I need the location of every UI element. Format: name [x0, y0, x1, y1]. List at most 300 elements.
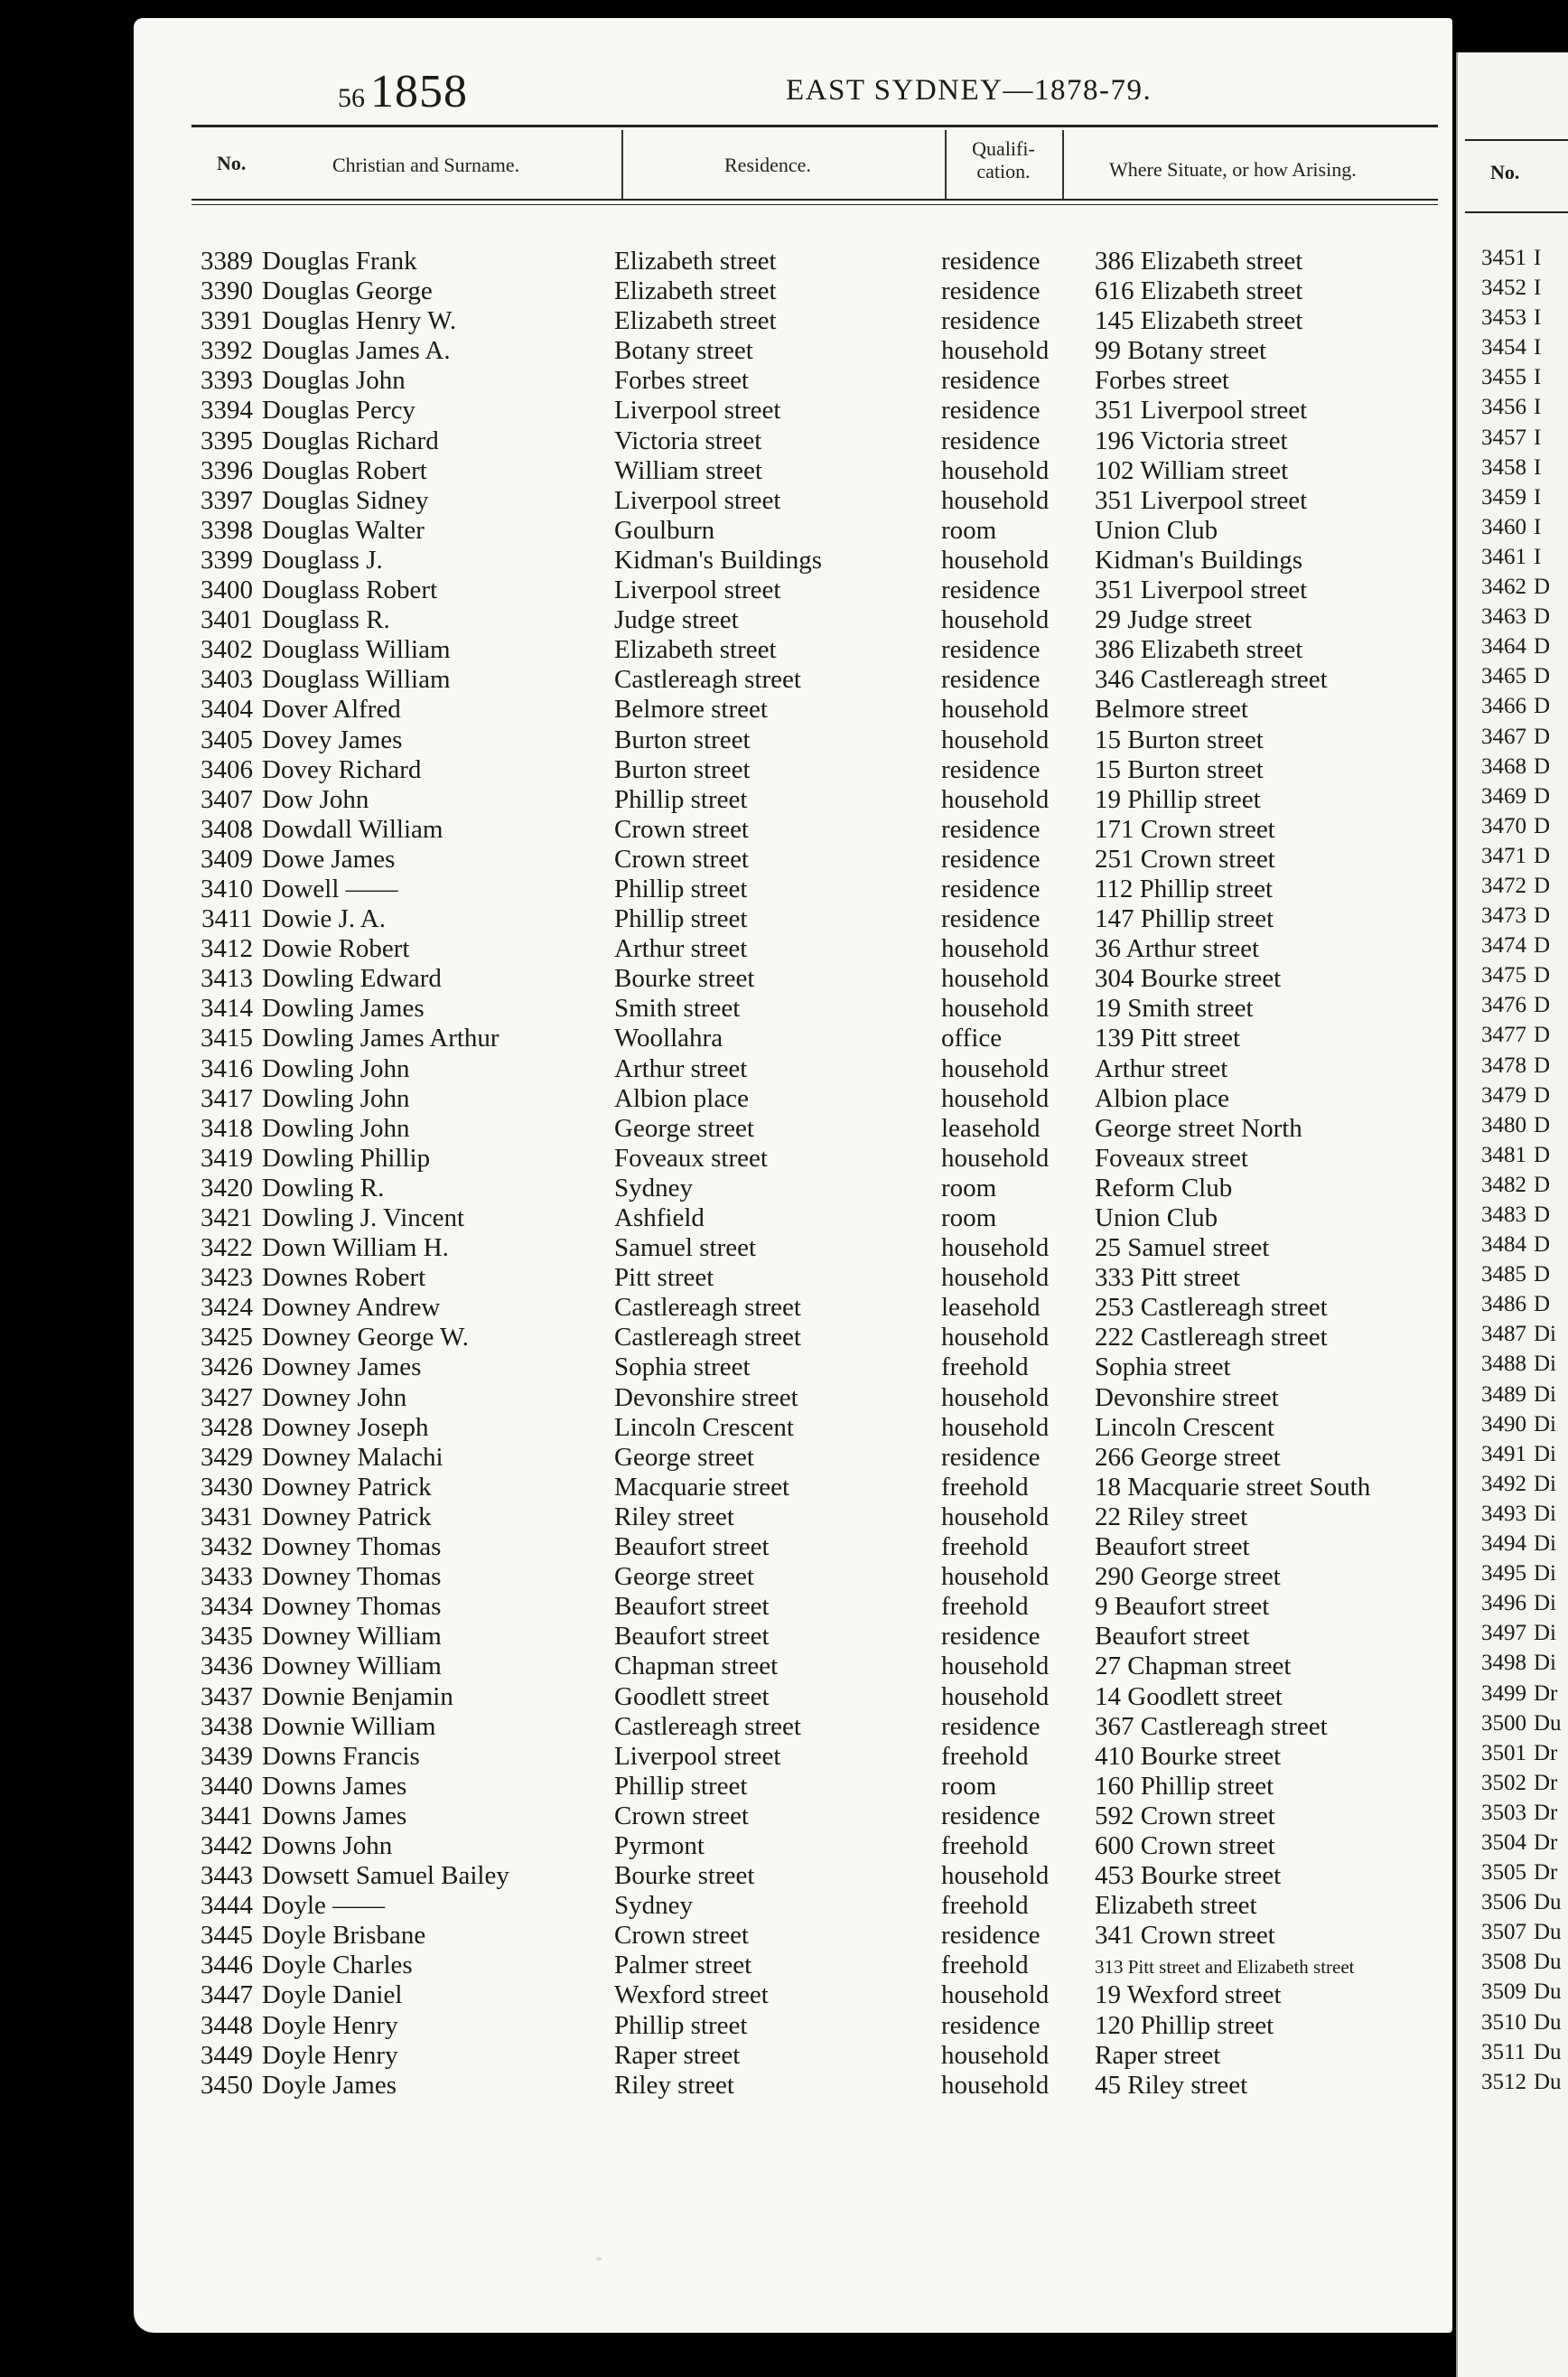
- table-row: [134, 994, 1452, 1024]
- entry-name: Downey William: [262, 1622, 442, 1652]
- next-entry-number: 3498: [1481, 1651, 1526, 1676]
- table-row: [134, 695, 1452, 725]
- entry-number: 3421: [201, 1203, 253, 1232]
- entry-qualification: residence: [941, 366, 1041, 396]
- entry-number: 3450: [201, 2070, 253, 2100]
- entry-number: 3402: [201, 635, 253, 665]
- next-entry-fragment: D: [1534, 1053, 1551, 1078]
- entry-residence: William street: [614, 455, 762, 485]
- entry-name: Downey Patrick: [262, 1472, 432, 1502]
- next-entry-fragment: D: [1534, 1142, 1551, 1167]
- entry-number: 3408: [201, 814, 253, 844]
- entry-number: 3420: [201, 1173, 253, 1203]
- entry-number: 3413: [201, 964, 253, 994]
- next-entry-number: 3494: [1481, 1531, 1526, 1557]
- table-row: [134, 366, 1452, 396]
- page-year: 1858: [370, 66, 468, 117]
- entry-number: 3444: [201, 1891, 253, 1921]
- table-row: [134, 1443, 1452, 1473]
- entry-where: 45 Riley street: [1095, 2070, 1248, 2100]
- table-row: [134, 336, 1452, 366]
- next-entry-fragment: D: [1534, 843, 1551, 868]
- entry-number: 3393: [201, 366, 253, 396]
- next-entry-fragment: Du: [1534, 1979, 1562, 2005]
- entry-name: Downs Francis: [262, 1741, 420, 1771]
- table-row: [134, 1980, 1452, 2010]
- next-entry-number: 3497: [1481, 1621, 1526, 1646]
- next-entry-fragment: Dr: [1534, 1800, 1558, 1825]
- entry-name: Down William H.: [262, 1233, 449, 1263]
- entry-qualification: household: [941, 2070, 1050, 2100]
- entry-where: 139 Pitt street: [1095, 1024, 1241, 1053]
- entry-number: 3403: [201, 665, 253, 695]
- table-row: [134, 785, 1452, 815]
- entry-number: 3411: [201, 904, 253, 934]
- next-entry-fragment: Dr: [1534, 1740, 1558, 1765]
- entry-name: Downey Joseph: [262, 1412, 429, 1442]
- table-row: [134, 1532, 1452, 1562]
- next-entry-number: 3475: [1481, 963, 1526, 988]
- entry-qualification: household: [941, 994, 1050, 1024]
- entry-where: Lincoln Crescent: [1095, 1412, 1274, 1442]
- entry-number: 3424: [201, 1293, 253, 1323]
- entry-number: 3430: [201, 1472, 253, 1502]
- next-entry-number: 3492: [1481, 1471, 1526, 1496]
- entry-where: Beaufort street: [1095, 1532, 1250, 1562]
- table-row: [134, 576, 1452, 605]
- entry-number: 3397: [201, 485, 253, 515]
- table-row: [134, 1114, 1452, 1144]
- entry-where: 120 Phillip street: [1095, 2010, 1274, 2040]
- entry-qualification: household: [941, 1562, 1050, 1592]
- next-entry-fragment: D: [1534, 724, 1551, 749]
- next-entry-number: 3481: [1481, 1142, 1526, 1167]
- entry-qualification: household: [941, 1323, 1050, 1352]
- entry-where: Elizabeth street: [1095, 1891, 1257, 1921]
- table-row: [134, 1921, 1452, 1951]
- entry-qualification: residence: [941, 2010, 1041, 2040]
- table-row: [134, 1024, 1452, 1053]
- entry-residence: Victoria street: [614, 426, 762, 455]
- table-row: [134, 426, 1452, 456]
- entry-residence: Lincoln Crescent: [614, 1412, 794, 1442]
- entry-where: George street North: [1095, 1113, 1302, 1143]
- next-entry-fragment: D: [1534, 575, 1551, 600]
- entry-residence: Elizabeth street: [614, 635, 777, 665]
- next-entry-fragment: D: [1534, 873, 1551, 898]
- entry-qualification: residence: [941, 396, 1041, 426]
- entry-number: 3426: [201, 1352, 253, 1382]
- entry-residence: Phillip street: [614, 1771, 748, 1801]
- next-entry-fragment: D: [1534, 753, 1551, 779]
- entry-qualification: office: [941, 1024, 1003, 1053]
- entry-where: 15 Burton street: [1095, 725, 1264, 754]
- next-entry-fragment: Di: [1534, 1501, 1556, 1526]
- entry-where: 616 Elizabeth street: [1095, 276, 1303, 306]
- entry-where: Raper street: [1095, 2040, 1221, 2070]
- entry-qualification: household: [941, 1861, 1050, 1891]
- entry-where: Reform Club: [1095, 1173, 1233, 1203]
- entry-residence: Goodlett street: [614, 1681, 770, 1711]
- entry-number: 3434: [201, 1592, 253, 1622]
- entry-residence: Crown street: [614, 1921, 749, 1951]
- table-row: [134, 1084, 1452, 1114]
- entry-name: Downey Malachi: [262, 1442, 443, 1472]
- next-entry-fragment: I: [1534, 425, 1542, 450]
- next-entry-fragment: D: [1534, 1262, 1551, 1287]
- entry-residence: Forbes street: [614, 366, 749, 396]
- entry-name: Downey Thomas: [262, 1562, 442, 1592]
- entry-name: Dowling James: [262, 994, 425, 1024]
- entry-number: 3418: [201, 1113, 253, 1143]
- entry-where: Union Club: [1095, 515, 1218, 545]
- entry-name: Douglass William: [262, 635, 451, 665]
- entry-number: 3416: [201, 1053, 253, 1083]
- table-row: [134, 1323, 1452, 1352]
- entry-number: 3389: [201, 247, 253, 276]
- entry-qualification: freehold: [941, 1352, 1029, 1382]
- entry-name: Downs James: [262, 1771, 407, 1801]
- entry-name: Dowling James Arthur: [262, 1024, 499, 1053]
- entry-residence: Chapman street: [614, 1652, 779, 1681]
- next-entry-fragment: Di: [1534, 1322, 1556, 1347]
- entry-qualification: residence: [941, 426, 1041, 455]
- table-row: [134, 1473, 1452, 1502]
- entry-name: Downs John: [262, 1830, 393, 1860]
- entry-number: 3427: [201, 1382, 253, 1412]
- next-entry-fragment: Du: [1534, 2069, 1562, 2094]
- next-entry-fragment: I: [1534, 276, 1542, 301]
- entry-number: 3441: [201, 1801, 253, 1830]
- next-entry-fragment: D: [1534, 1292, 1551, 1317]
- entry-name: Doyle ——: [262, 1891, 386, 1921]
- entry-name: Dowling J. Vincent: [262, 1203, 465, 1232]
- entry-number: 3409: [201, 844, 253, 874]
- entry-where: 19 Wexford street: [1095, 1980, 1282, 2010]
- next-entry-number: 3482: [1481, 1172, 1526, 1197]
- entry-where: Kidman's Buildings: [1095, 545, 1302, 575]
- entry-residence: Crown street: [614, 1801, 749, 1830]
- entry-qualification: household: [941, 485, 1050, 515]
- page-folio: [338, 65, 468, 118]
- entry-name: Dowdall William: [262, 814, 443, 844]
- header-top-rule: [191, 125, 1438, 127]
- entry-qualification: household: [941, 1053, 1050, 1083]
- entry-number: 3448: [201, 2010, 253, 2040]
- entry-qualification: residence: [941, 754, 1041, 784]
- entry-where: 600 Crown street: [1095, 1830, 1275, 1860]
- entry-residence: Phillip street: [614, 904, 748, 934]
- table-row: [134, 546, 1452, 576]
- next-entry-fragment: Di: [1534, 1621, 1556, 1646]
- next-entry-fragment: I: [1534, 395, 1542, 420]
- table-row: [134, 2071, 1452, 2101]
- next-entry-fragment: Di: [1534, 1471, 1556, 1496]
- entry-name: Downey George W.: [262, 1323, 470, 1352]
- entry-qualification: household: [941, 695, 1050, 725]
- entry-residence: Raper street: [614, 2040, 741, 2070]
- table-row: [134, 934, 1452, 964]
- table-row: [134, 1502, 1452, 1532]
- entry-residence: Burton street: [614, 725, 751, 754]
- entry-residence: Phillip street: [614, 784, 748, 814]
- entry-number: 3431: [201, 1502, 253, 1531]
- entry-number: 3406: [201, 754, 253, 784]
- entry-number: 3440: [201, 1771, 253, 1801]
- entry-where: 145 Elizabeth street: [1095, 306, 1303, 336]
- entry-residence: Castlereagh street: [614, 1323, 801, 1352]
- next-entry-fragment: Du: [1534, 1950, 1562, 1975]
- entry-number: 3394: [201, 396, 253, 426]
- table-row: [134, 1772, 1452, 1801]
- entry-residence: Beaufort street: [614, 1532, 770, 1562]
- page-number: 56: [338, 83, 365, 113]
- entry-qualification: household: [941, 605, 1050, 635]
- next-entry-fragment: Di: [1534, 1531, 1556, 1557]
- entry-number: 3390: [201, 276, 253, 306]
- entry-qualification: residence: [941, 1622, 1041, 1652]
- entry-qualification: residence: [941, 665, 1041, 695]
- entry-name: Douglas Sidney: [262, 485, 429, 515]
- next-entry-number: 3451: [1481, 246, 1526, 270]
- entry-where: 367 Castlereagh street: [1095, 1711, 1328, 1741]
- entry-qualification: residence: [941, 814, 1041, 844]
- column-header-name: Christian and Surname.: [332, 154, 520, 176]
- next-entry-number: 3510: [1481, 2009, 1526, 2035]
- entry-name: Douglas Robert: [262, 455, 427, 485]
- entry-qualification: freehold: [941, 1741, 1029, 1771]
- entry-number: 3439: [201, 1741, 253, 1771]
- entry-name: Downey Thomas: [262, 1592, 442, 1622]
- entry-residence: George street: [614, 1113, 754, 1143]
- table-row: [134, 964, 1452, 994]
- entry-where: Devonshire street: [1095, 1382, 1279, 1412]
- next-entry-number: 3468: [1481, 753, 1526, 779]
- entry-number: 3417: [201, 1083, 253, 1113]
- next-entry-number: 3458: [1481, 454, 1526, 480]
- column-header-residence: Residence.: [724, 154, 811, 176]
- entry-number: 3446: [201, 1951, 253, 1980]
- entry-number: 3400: [201, 576, 253, 605]
- entry-where: 290 George street: [1095, 1562, 1281, 1592]
- entry-qualification: household: [941, 1412, 1050, 1442]
- entry-name: Downs James: [262, 1801, 407, 1830]
- entry-residence: Sophia street: [614, 1352, 751, 1382]
- table-row: [134, 1712, 1452, 1742]
- entry-residence: Liverpool street: [614, 485, 781, 515]
- entry-name: Dowling Edward: [262, 964, 442, 994]
- next-entry-fragment: Du: [1534, 1890, 1562, 1915]
- table-row: [134, 1951, 1452, 1980]
- entry-residence: Phillip street: [614, 2010, 748, 2040]
- entry-number: 3391: [201, 306, 253, 336]
- entry-residence: Judge street: [614, 605, 739, 635]
- entry-name: Doyle Daniel: [262, 1980, 403, 2010]
- next-entry-fragment: D: [1534, 783, 1551, 809]
- paper-speck: [596, 2257, 602, 2260]
- entry-number: 3442: [201, 1830, 253, 1860]
- next-entry-number: 3505: [1481, 1860, 1526, 1886]
- table-row: [134, 1174, 1452, 1203]
- entry-where: Forbes street: [1095, 366, 1229, 396]
- entry-residence: Arthur street: [614, 1053, 748, 1083]
- next-entry-fragment: I: [1534, 544, 1542, 569]
- entry-qualification: residence: [941, 576, 1041, 605]
- table-row: [134, 486, 1452, 516]
- entry-residence: Wexford street: [614, 1980, 769, 2010]
- entry-qualification: freehold: [941, 1951, 1029, 1980]
- entry-where: Sophia street: [1095, 1352, 1231, 1382]
- next-entry-fragment: D: [1534, 694, 1551, 719]
- next-entry-number: 3471: [1481, 843, 1526, 868]
- entry-where: 351 Liverpool street: [1095, 576, 1308, 605]
- entry-qualification: freehold: [941, 1472, 1029, 1502]
- next-entry-fragment: Di: [1534, 1561, 1556, 1586]
- entry-residence: Belmore street: [614, 695, 768, 725]
- next-entry-fragment: I: [1534, 305, 1542, 331]
- entry-qualification: freehold: [941, 1532, 1029, 1562]
- next-entry-number: 3501: [1481, 1740, 1526, 1765]
- entry-qualification: household: [941, 725, 1050, 754]
- entry-residence: Elizabeth street: [614, 276, 777, 306]
- next-entry-number: 3490: [1481, 1411, 1526, 1436]
- next-header-bottom-rule: [1465, 211, 1568, 213]
- table-row: [134, 2011, 1452, 2041]
- entry-number: 3399: [201, 545, 253, 575]
- entry-qualification: residence: [941, 635, 1041, 665]
- entry-where: 29 Judge street: [1095, 605, 1252, 635]
- entry-residence: Crown street: [614, 844, 749, 874]
- entry-name: Douglas Richard: [262, 426, 439, 455]
- entry-where: Albion place: [1095, 1083, 1229, 1113]
- entry-name: Doyle Brisbane: [262, 1921, 426, 1951]
- entry-qualification: residence: [941, 1442, 1041, 1472]
- next-entry-fragment: D: [1534, 1112, 1551, 1137]
- entry-name: Douglass R.: [262, 605, 390, 635]
- table-row: [134, 1861, 1452, 1891]
- next-entry-number: 3477: [1481, 1023, 1526, 1048]
- table-row: [134, 1413, 1452, 1443]
- entry-where: 410 Bourke street: [1095, 1741, 1282, 1771]
- entry-number: 3396: [201, 455, 253, 485]
- entry-residence: Woollahra: [614, 1024, 723, 1053]
- next-entry-number: 3480: [1481, 1112, 1526, 1137]
- entry-qualification: room: [941, 515, 997, 545]
- entry-where: Foveaux street: [1095, 1143, 1248, 1173]
- entry-name: Dowie Robert: [262, 934, 410, 964]
- entry-name: Dovey Richard: [262, 754, 422, 784]
- entry-residence: Samuel street: [614, 1233, 757, 1263]
- next-entry-fragment: D: [1534, 664, 1551, 689]
- entry-where: 253 Castlereagh street: [1095, 1293, 1328, 1323]
- entry-qualification: residence: [941, 1801, 1041, 1830]
- next-entry-fragment: D: [1534, 634, 1551, 660]
- entry-number: 3425: [201, 1323, 253, 1352]
- entry-number: 3392: [201, 336, 253, 366]
- entry-number: 3437: [201, 1681, 253, 1711]
- entry-name: Doyle Charles: [262, 1951, 413, 1980]
- next-entry-fragment: I: [1534, 484, 1542, 510]
- entry-number: 3401: [201, 605, 253, 635]
- entry-name: Downie William: [262, 1711, 436, 1741]
- entry-name: Doyle James: [262, 2070, 397, 2100]
- page-gutter: [1456, 52, 1458, 2377]
- next-entry-number: 3511: [1481, 2039, 1526, 2064]
- entry-where: 386 Elizabeth street: [1095, 635, 1303, 665]
- entry-number: 3423: [201, 1263, 253, 1293]
- entry-qualification: room: [941, 1771, 997, 1801]
- entry-where: 102 William street: [1095, 455, 1289, 485]
- next-entry-fragment: Di: [1534, 1352, 1556, 1377]
- entry-qualification: freehold: [941, 1830, 1029, 1860]
- entry-name: Downey William: [262, 1652, 442, 1681]
- entry-name: Douglas John: [262, 366, 406, 396]
- entry-name: Dowell ——: [262, 874, 398, 903]
- table-row: [134, 1652, 1452, 1681]
- next-entry-fragment: Di: [1534, 1651, 1556, 1676]
- table-row: [134, 665, 1452, 695]
- entry-where: 22 Riley street: [1095, 1502, 1248, 1531]
- entry-residence: Crown street: [614, 814, 749, 844]
- entry-residence: Palmer street: [614, 1951, 752, 1980]
- entry-qualification: residence: [941, 247, 1041, 276]
- table-row: [134, 845, 1452, 875]
- entry-name: Douglas Percy: [262, 396, 415, 426]
- entry-residence: Albion place: [614, 1083, 749, 1113]
- entry-where: 25 Samuel street: [1095, 1233, 1270, 1263]
- entry-number: 3449: [201, 2040, 253, 2070]
- table-row: [134, 1562, 1452, 1592]
- next-entry-fragment: I: [1534, 335, 1542, 360]
- next-entry-number: 3485: [1481, 1262, 1526, 1287]
- entry-name: Douglas Walter: [262, 515, 425, 545]
- entry-name: Doyle Henry: [262, 2040, 398, 2070]
- next-entry-number: 3500: [1481, 1710, 1526, 1736]
- next-entry-fragment: Du: [1534, 1920, 1562, 1945]
- next-entry-number: 3470: [1481, 813, 1526, 838]
- table-row: [134, 875, 1452, 904]
- entry-name: Douglass William: [262, 665, 451, 695]
- entry-number: 3433: [201, 1562, 253, 1592]
- entry-name: Dowling John: [262, 1113, 410, 1143]
- next-entry-number: 3460: [1481, 514, 1526, 539]
- table-row: [134, 1891, 1452, 1921]
- entry-residence: Arthur street: [614, 934, 748, 964]
- table-row: [134, 1054, 1452, 1084]
- entry-name: Downie Benjamin: [262, 1681, 453, 1711]
- next-entry-number: 3507: [1481, 1920, 1526, 1945]
- entry-number: 3415: [201, 1024, 253, 1053]
- next-entry-fragment: D: [1534, 963, 1551, 988]
- next-entry-number: 3479: [1481, 1082, 1526, 1108]
- next-entry-number: 3452: [1481, 276, 1526, 301]
- entry-where: 351 Liverpool street: [1095, 396, 1308, 426]
- entry-number: 3445: [201, 1921, 253, 1951]
- next-entry-number: 3473: [1481, 903, 1526, 929]
- entry-number: 3404: [201, 695, 253, 725]
- entry-number: 3432: [201, 1532, 253, 1562]
- entry-residence: George street: [614, 1562, 754, 1592]
- entry-where: Belmore street: [1095, 695, 1248, 725]
- entry-residence: Elizabeth street: [614, 306, 777, 336]
- table-row: [134, 1682, 1452, 1712]
- next-entry-fragment: I: [1534, 454, 1542, 480]
- table-row: [134, 1592, 1452, 1622]
- entry-where: 251 Crown street: [1095, 844, 1275, 874]
- entry-name: Dowling Phillip: [262, 1143, 431, 1173]
- entry-where: 19 Phillip street: [1095, 784, 1261, 814]
- next-entry-number: 3506: [1481, 1890, 1526, 1915]
